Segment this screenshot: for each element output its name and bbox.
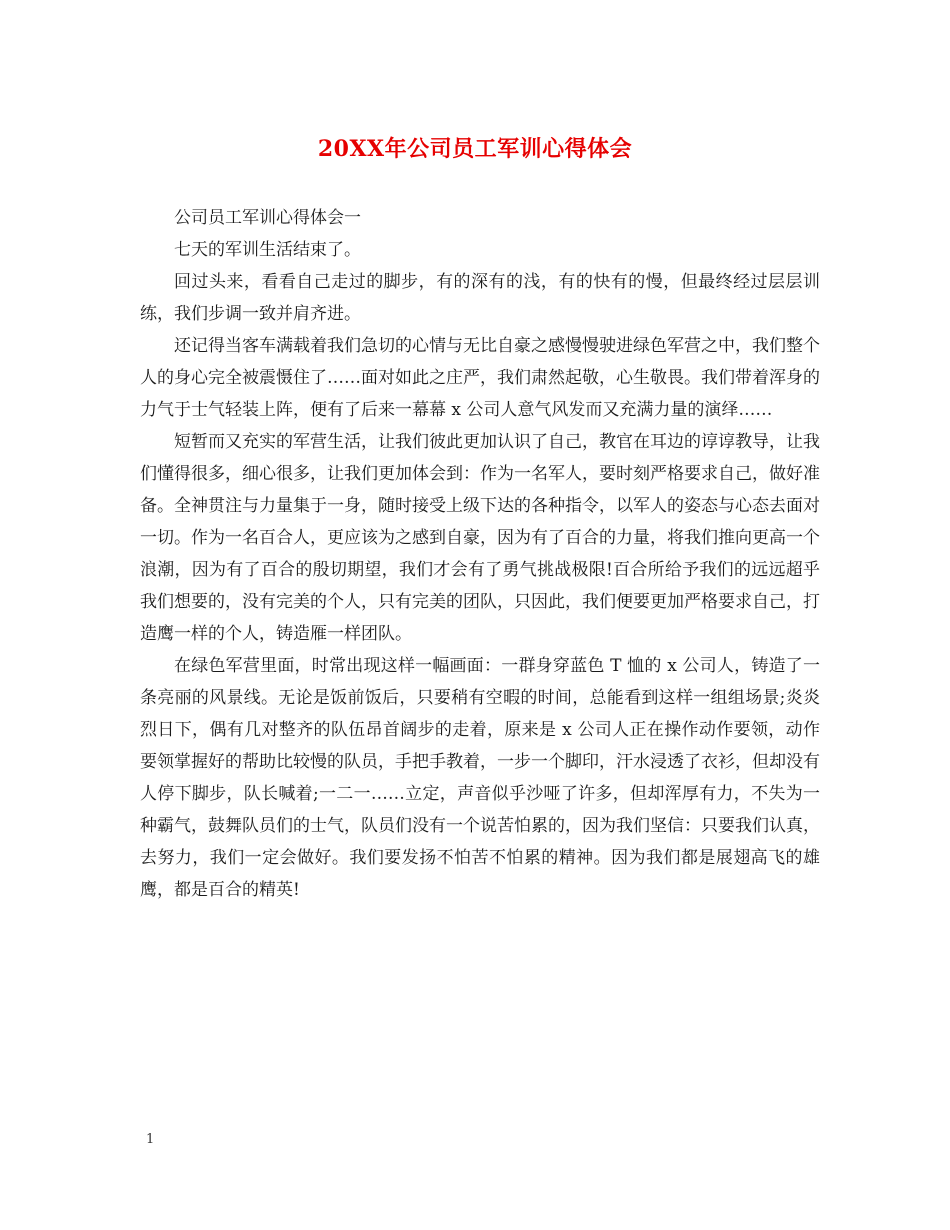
paragraph: 七天的军训生活结束了。 bbox=[174, 240, 361, 260]
paragraph: 短暂而又充实的军营生活，让我们彼此更加认识了自己，教官在耳边的谆谆教导，让我们懂得很多，细心很多，让我们更加体会到：作为一名军人，要时刻严格要求自己，做好准备。全神贯注与力量集于一身，随时接受上级下达的各种指令，以军人的姿态与心态去面对一切。作为一名百合人，更应该为之感到自豪，因为有了百合的力量，将我们推向更高一个浪潮，因为有了百合的殷切期望，我们才会有了勇气挑战极限!百合所给予我们的远远超乎我们想要的，没有完美的个人，只有完美的团队，只因此，我们便要更加严格要求自己，打造鹰一样的个人，铸造雁一样团队。 bbox=[140, 432, 820, 644]
paragraph: 在绿色军营里面，时常出现这样一幅画面：一群身穿蓝色 T 恤的 x 公司人，铸造了一条亮丽的风景线。无论是饭前饭后，只要稍有空暇的时间，总能看到这样一组组场景;炎炎烈日下，偶有几对整齐的队伍昂首阔步的走着，原来是 x 公司人正在操作动作要领，动作要领掌握好的帮助比较慢的队员，手把手教着，一步一个脚印，汗水浸透了衣衫，但却没有人停下脚步，队长喊着;一二一……立定，声音似乎沙哑了许多，但却浑厚有力，不失为一种霸气，鼓舞队员们的士气，队员们没有一个说苦怕累的，因为我们坚信：只要我们认真，去努力，我们一定会做好。我们要发扬不怕苦不怕累的精神。因为我们都是展翅高飞的雄鹰，都是百合的精英! bbox=[140, 656, 820, 900]
paragraph-heading: 公司员工军训心得体会一 bbox=[174, 208, 361, 228]
paragraph: 还记得当客车满载着我们急切的心情与无比自豪之感慢慢驶进绿色军营之中，我们整个人的身心完全被震慑住了……面对如此之庄严，我们肃然起敬，心生敬畏。我们带着浑身的力气于士气轻装上阵，便有了后来一幕幕 x 公司人意气风发而又充满力量的演绎…… bbox=[140, 336, 820, 420]
document-title: 20XX年公司员工军训心得体会 bbox=[317, 136, 633, 162]
paragraph: 回过头来，看看自己走过的脚步，有的深有的浅，有的快有的慢，但最终经过层层训练，我们步调一致并肩齐进。 bbox=[140, 272, 820, 324]
document-body bbox=[140, 202, 820, 906]
page-number: 1 bbox=[146, 1132, 155, 1147]
